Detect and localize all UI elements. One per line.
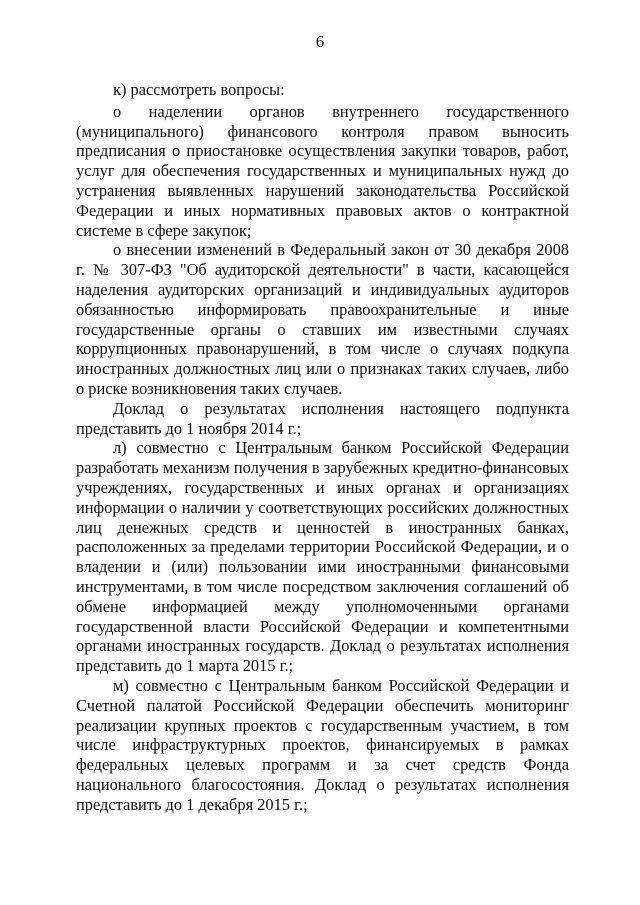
paragraph-m: м) совместно с Центральным банком Российской Федерации и Счетной палатой Российской Федерации обеспечить мониторинг реализации крупных проектов с государственным участием, в том числе инфраструктурных проектов, финансируемых в рамках федеральных целевых программ и за счет средств Фонда национального благосостояния. Доклад о результатах исполнения представить до 1 декабря 2015 г.;: [76, 675, 569, 814]
paragraph-l: л) совместно с Центральным банком Российской Федерации разработать механизм получения в зарубежных кредитно-финансовых учреждениях, государственных и иных органах и организациях информации о наличии у соответствующих российских должностных лиц денежных средств и ценностей в иностранных банках, расположенных за пределами территории Российской Федерации, и о владении и (или) пользовании ими иностранными финансовыми инструментами, в том числе посредством заключения соглашений об обмене информацией между уполномоченными органами государственной власти Российской Федерации и компетентными органами иностранных государств. Доклад о результатах исполнения представить до 1 марта 2015 г.;: [76, 438, 569, 676]
paragraph-k-item-2: о внесении изменений в Федеральный закон от 30 декабря 2008 г. № 307-ФЗ "Об аудиторской деятельности" в части, касающейся наделения аудиторских организаций и индивидуальных аудиторов обязанностью информировать правоохранительные и иные государственные органы о ставших им известными случаях коррупционных правонарушений, в том числе о случаях подкупа иностранных должностных лиц или о признаках таких случаев, либо о риске возникновения таких случаев.: [76, 240, 569, 398]
paragraph-k-item-1: о наделении органов внутреннего государственного (муниципального) финансового контроля правом выносить предписания о приостановке осуществления закупки товаров, работ, услуг для обеспечения государственных и муниципальных нужд до устранения выявленных нарушений законодательства Российской Федерации и иных нормативных правовых актов о контрактной системе в сфере закупок;: [76, 101, 569, 240]
document-body: [76, 80, 569, 814]
page-number: 6: [315, 32, 325, 51]
paragraph-k-intro: к) рассмотреть вопросы:: [113, 80, 285, 99]
paragraph-k-report: Доклад о результатах исполнения настоящего подпункта представить до 1 ноября 2014 г.;: [76, 398, 569, 438]
